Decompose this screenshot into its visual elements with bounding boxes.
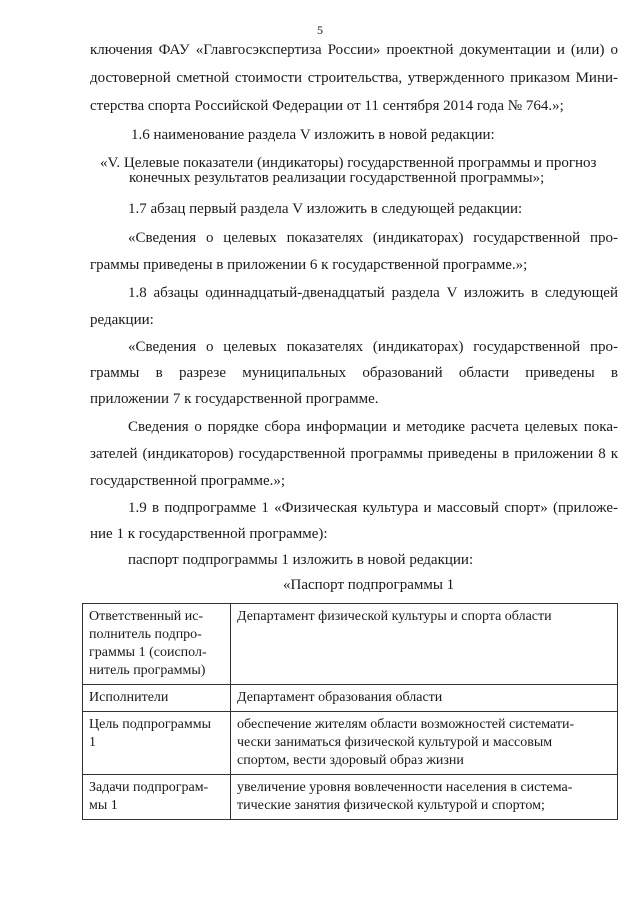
text-line: паспорт подпрограммы 1 изложить в новой редакции: bbox=[128, 552, 474, 568]
text-line: стерства спорта Российской Федерации от 11 сентября 2014 года № 764.»; bbox=[90, 98, 564, 114]
row-label-cell bbox=[83, 685, 231, 712]
text-line: «Сведения о целевых показателях (индикаторах) государственной про- bbox=[128, 339, 618, 355]
section-title-line: конечных результатов реализации государственной программы»; bbox=[129, 170, 545, 186]
cell-text-line: Исполнители bbox=[89, 690, 169, 705]
cell-text-line: 1 bbox=[89, 735, 96, 750]
cell-text-line: спортом, вести здоровый образ жизни bbox=[237, 753, 464, 768]
table-row bbox=[83, 685, 618, 712]
text-line: приложении 7 к государственной программе. bbox=[90, 391, 379, 407]
cell-text-line: Департамент физической культуры и спорта области bbox=[237, 609, 552, 624]
text-line: Сведения о порядке сбора информации и методике расчета целевых пока- bbox=[128, 419, 618, 435]
text-line: граммы в разрезе муниципальных образований области приведены в bbox=[90, 365, 618, 381]
cell-text-line: обеспечение жителям области возможностей системати- bbox=[237, 717, 575, 732]
cell-text-line: граммы 1 (соиспол- bbox=[89, 645, 207, 660]
page-number: 5 bbox=[317, 23, 323, 37]
cell-text-line: тические занятия физической культурой и спортом; bbox=[237, 798, 545, 813]
text-line: редакции: bbox=[90, 312, 154, 328]
text-line: государственной программе.»; bbox=[90, 473, 286, 489]
cell-text-line: увеличение уровня вовлеченности населения в система- bbox=[237, 780, 573, 795]
cell-text-line: Цель подпрограммы bbox=[89, 717, 211, 732]
row-label-cell bbox=[83, 604, 231, 685]
table-row bbox=[83, 712, 618, 775]
text-line: 1.9 в подпрограмме 1 «Физическая культура и массовый спорт» (приложе- bbox=[128, 500, 618, 516]
text-line: 1.7 абзац первый раздела V изложить в следующей редакции: bbox=[128, 201, 523, 217]
cell-text-line: Задачи подпрограм- bbox=[89, 780, 209, 795]
text-line: ние 1 к государственной программе): bbox=[90, 526, 328, 542]
text-line: достоверной сметной стоимости строительства, утвержденного приказом Мини- bbox=[90, 70, 618, 86]
text-line: зателей (индикаторов) государственной программы приведены в приложении 8 к bbox=[90, 446, 618, 462]
cell-text-line: чески заниматься физической культурой и массовым bbox=[237, 735, 553, 750]
text-line: 1.8 абзацы одиннадцатый-двенадцатый раздела V изложить в следующей bbox=[128, 285, 618, 301]
cell-text-line: Департамент образования области bbox=[237, 690, 443, 705]
text-line: 1.6 наименование раздела V изложить в новой редакции: bbox=[131, 127, 495, 143]
table-row bbox=[83, 604, 618, 685]
text-line: граммы приведены в приложении 6 к государственной программе.»; bbox=[90, 257, 528, 273]
row-value-cell bbox=[231, 775, 618, 820]
section-title-line: «V. Целевые показатели (индикаторы) государственной программы и прогноз bbox=[100, 155, 597, 171]
passport-table bbox=[82, 603, 618, 820]
passport-title: «Паспорт подпрограммы 1 bbox=[283, 577, 455, 593]
table-row bbox=[83, 775, 618, 820]
cell-text-line: нитель программы) bbox=[89, 663, 206, 678]
row-label-cell bbox=[83, 712, 231, 775]
row-value-cell bbox=[231, 685, 618, 712]
cell-text-line: Ответственный ис- bbox=[89, 609, 204, 624]
row-value-cell bbox=[231, 604, 618, 685]
row-label-cell bbox=[83, 775, 231, 820]
text-line: «Сведения о целевых показателях (индикаторах) государственной про- bbox=[128, 230, 618, 246]
row-value-cell bbox=[231, 712, 618, 775]
text-line: ключения ФАУ «Главгосэкспертиза России» проектной документации и (или) о bbox=[90, 42, 618, 58]
cell-text-line: мы 1 bbox=[89, 798, 118, 813]
cell-text-line: полнитель подпро- bbox=[89, 627, 202, 642]
